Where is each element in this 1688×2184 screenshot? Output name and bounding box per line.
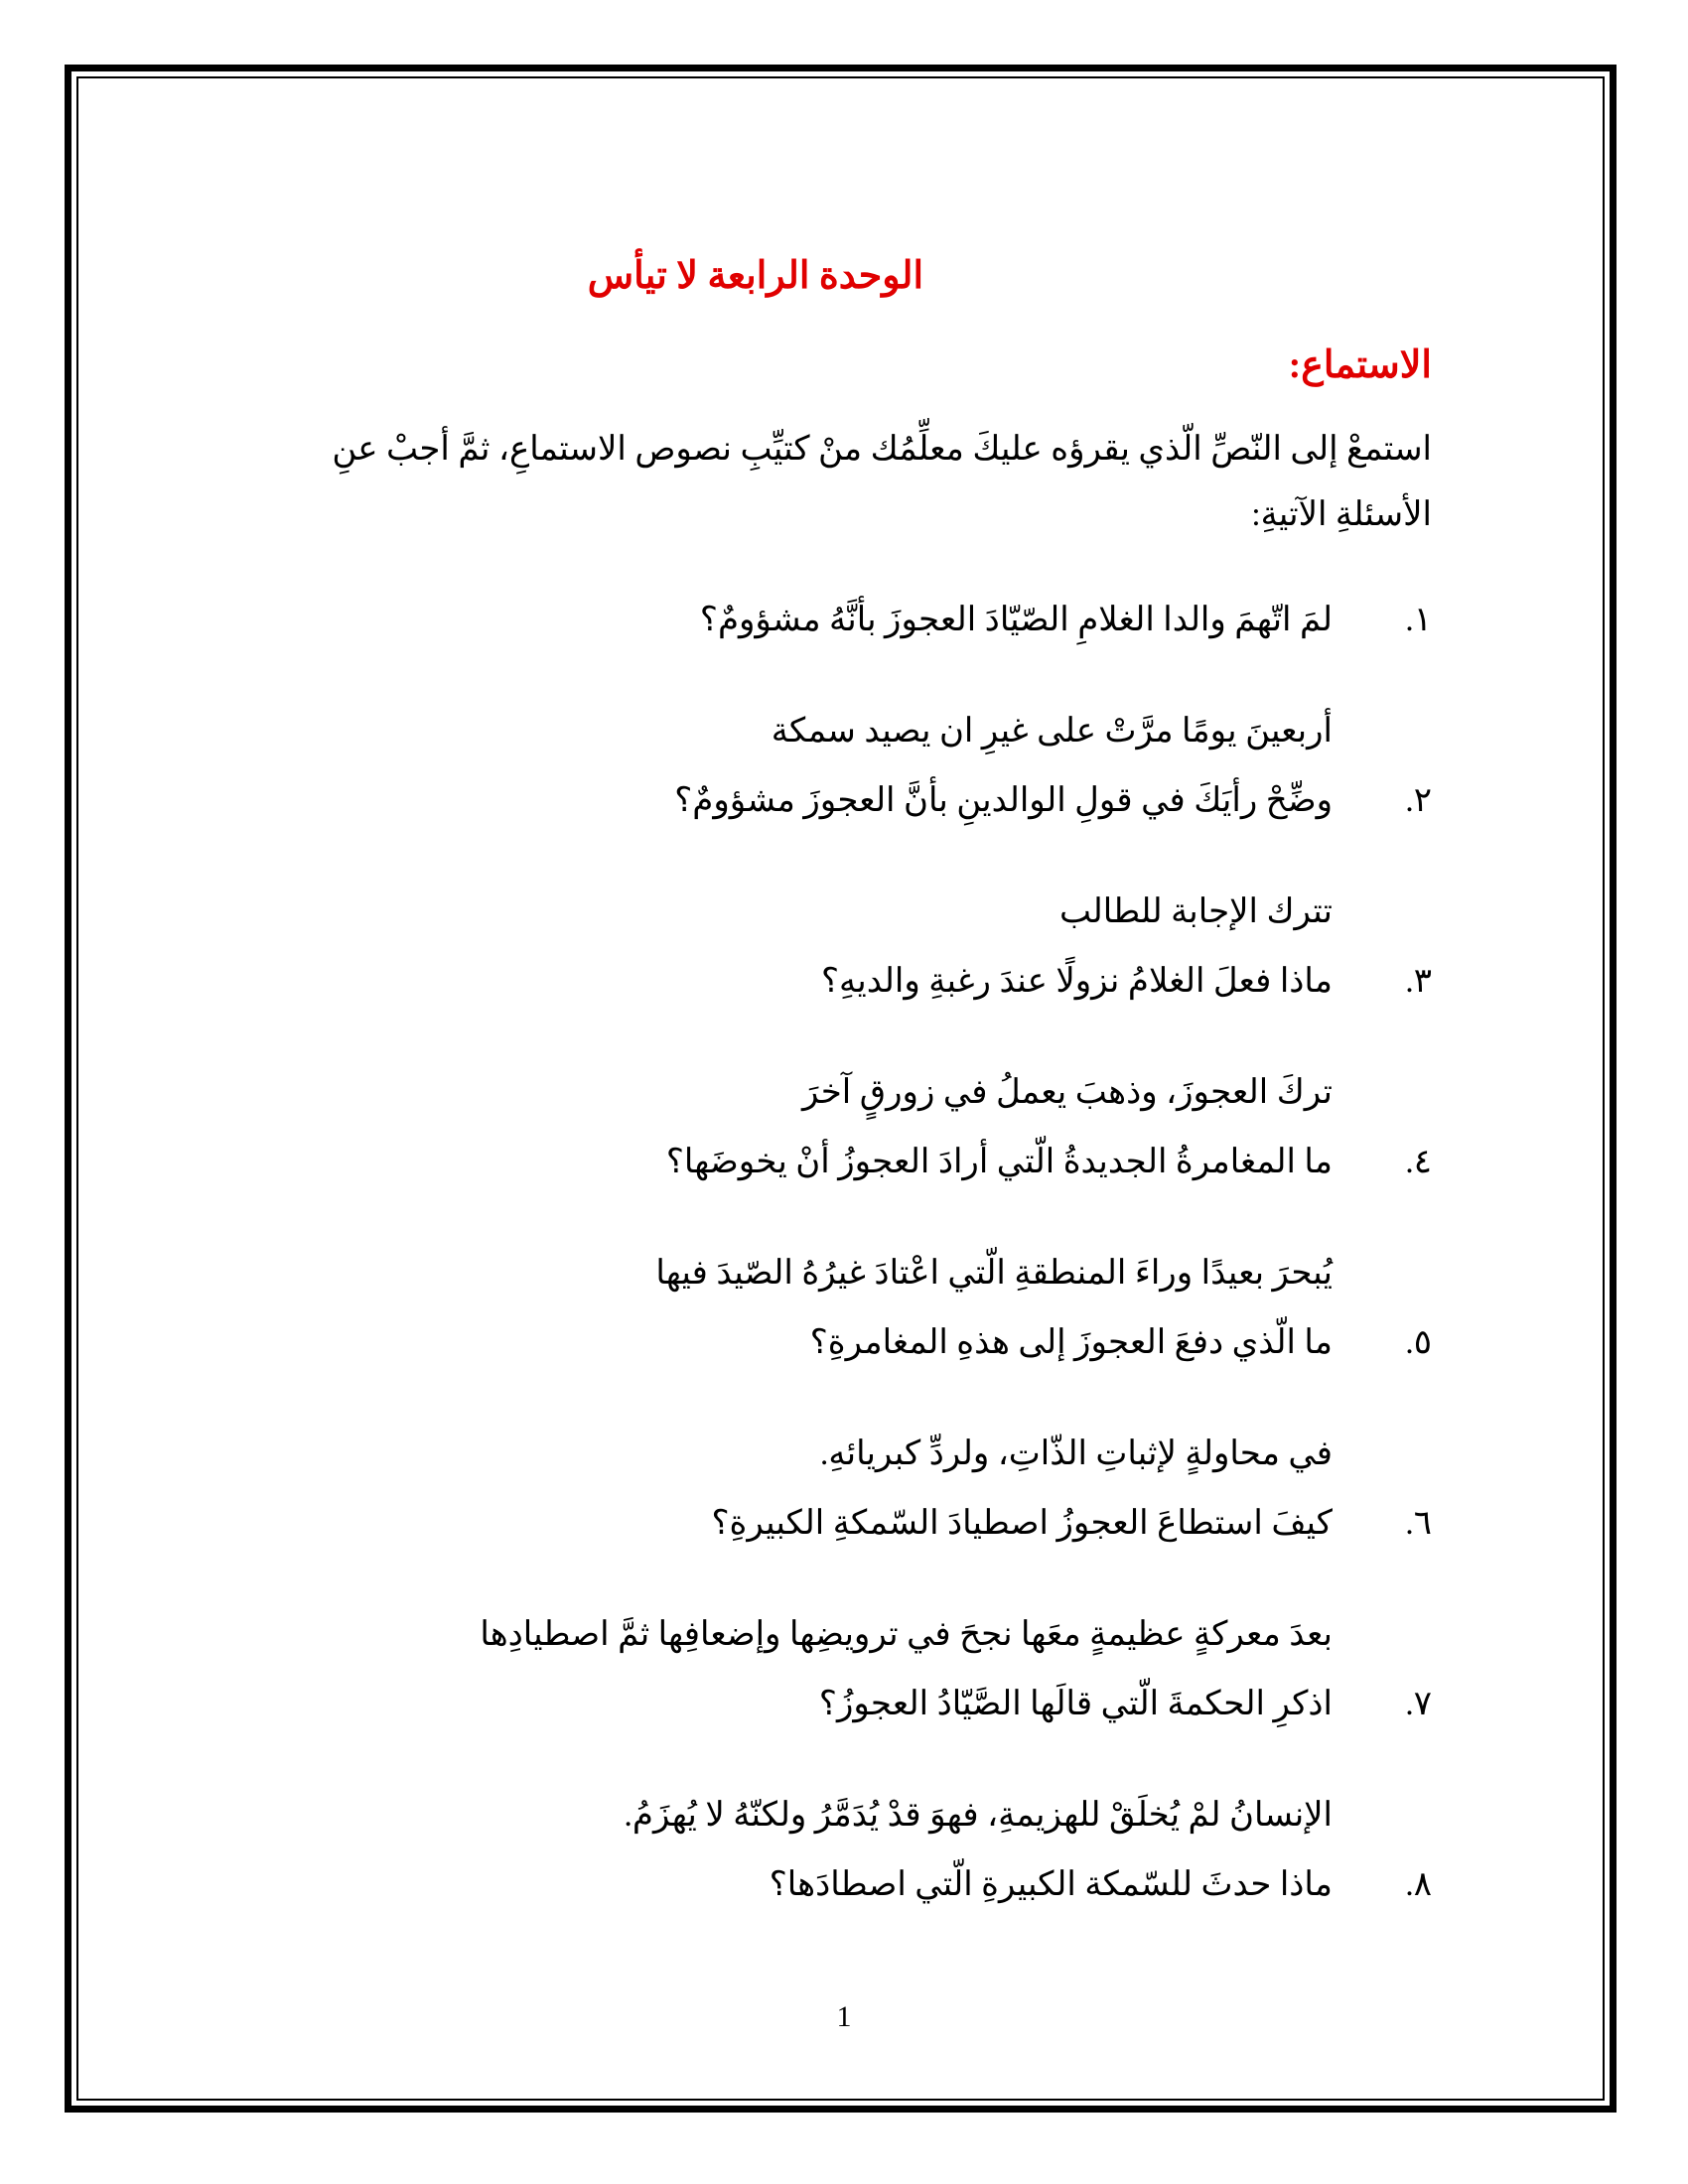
question-item xyxy=(260,947,1432,1128)
answer-text: تترك الإجابة للطالب xyxy=(1058,893,1333,930)
question-number: ١. xyxy=(1405,602,1432,638)
question-number: ٥. xyxy=(1405,1324,1432,1361)
question-text: اذكرِ الحكمةَ الّتي قالَها الصَّيّادُ العجوزُ؟ xyxy=(818,1686,1333,1722)
answer-text: تركَ العجوزَ، وذهبَ يعملُ في زورقٍ آخرَ xyxy=(802,1074,1333,1111)
answer-text: أربعينَ يومًا مرَّتْ على غيرِ ان يصيد سمكة xyxy=(771,713,1333,750)
page-number: 1 xyxy=(836,2000,852,2033)
question-number: ٣. xyxy=(1405,963,1432,1000)
question-item xyxy=(260,1489,1432,1670)
section-title: الاستماع: xyxy=(1288,344,1432,386)
answer-text: في محاولةٍ لإثباتِ الذّاتِ، ولردِّ كبريائهِ. xyxy=(819,1435,1333,1472)
question-text: ما المغامرةُ الجديدةُ الّتي أرادَ العجوزُ أنْ يخوضَها؟ xyxy=(665,1144,1333,1180)
question-number: ٨. xyxy=(1405,1866,1432,1903)
question-text: ماذا حدثَ للسّمكة الكبيرةِ الّتي اصطادَها؟ xyxy=(769,1866,1333,1903)
instructions-paragraph: استمعْ إلى النّصِّ الّذي يقرؤه عليكَ معلِّمُك منْ كتيِّبِ نصوص الاستماعِ، ثمَّ أجبْ عنِ الأسئلةِ الآتيةِ: xyxy=(332,431,1432,533)
question-number: ٧. xyxy=(1405,1686,1432,1722)
question-item xyxy=(260,766,1432,947)
question-text: وضِّحْ رأيَكَ في قولِ الوالدينِ بأنَّ العجوزَ مشؤومٌ؟ xyxy=(674,782,1333,819)
question-text: كيفَ استطاعَ العجوزُ اصطيادَ السّمكةِ الكبيرةِ؟ xyxy=(711,1505,1333,1542)
question-item xyxy=(260,1308,1432,1489)
questions-list xyxy=(260,586,1432,1920)
question-number: ٢. xyxy=(1405,782,1432,819)
question-item xyxy=(260,1128,1432,1308)
unit-title: الوحدة الرابعة لا تيأس xyxy=(587,255,923,297)
question-number: ٤. xyxy=(1405,1144,1432,1180)
question-item xyxy=(260,1850,1432,1920)
question-number: ٦. xyxy=(1405,1505,1432,1542)
question-text: ماذا فعلَ الغلامُ نزولًا عندَ رغبةِ والديهِ؟ xyxy=(820,963,1333,1000)
question-item xyxy=(260,586,1432,766)
question-item xyxy=(260,1670,1432,1850)
answer-text: الإنسانُ لمْ يُخلَقْ للهزيمةِ، فهوَ قدْ يُدَمَّرُ ولكنّهُ لا يُهزَمُ. xyxy=(624,1797,1333,1834)
answer-text: بعدَ معركةٍ عظيمةٍ معَها نجحَ في ترويضِها وإضعافِها ثمَّ اصطيادِها xyxy=(480,1616,1333,1653)
question-text: ما الّذي دفعَ العجوزَ إلى هذهِ المغامرةِ؟ xyxy=(809,1324,1333,1361)
question-text: لمَ اتّهمَ والدا الغلامِ الصّيّادَ العجوزَ بأنَّهُ مشؤومٌ؟ xyxy=(699,602,1333,638)
answer-text: يُبحرَ بعيدًا وراءَ المنطقةِ الّتي اعْتادَ غيرُهُ الصّيدَ فيها xyxy=(655,1255,1333,1292)
